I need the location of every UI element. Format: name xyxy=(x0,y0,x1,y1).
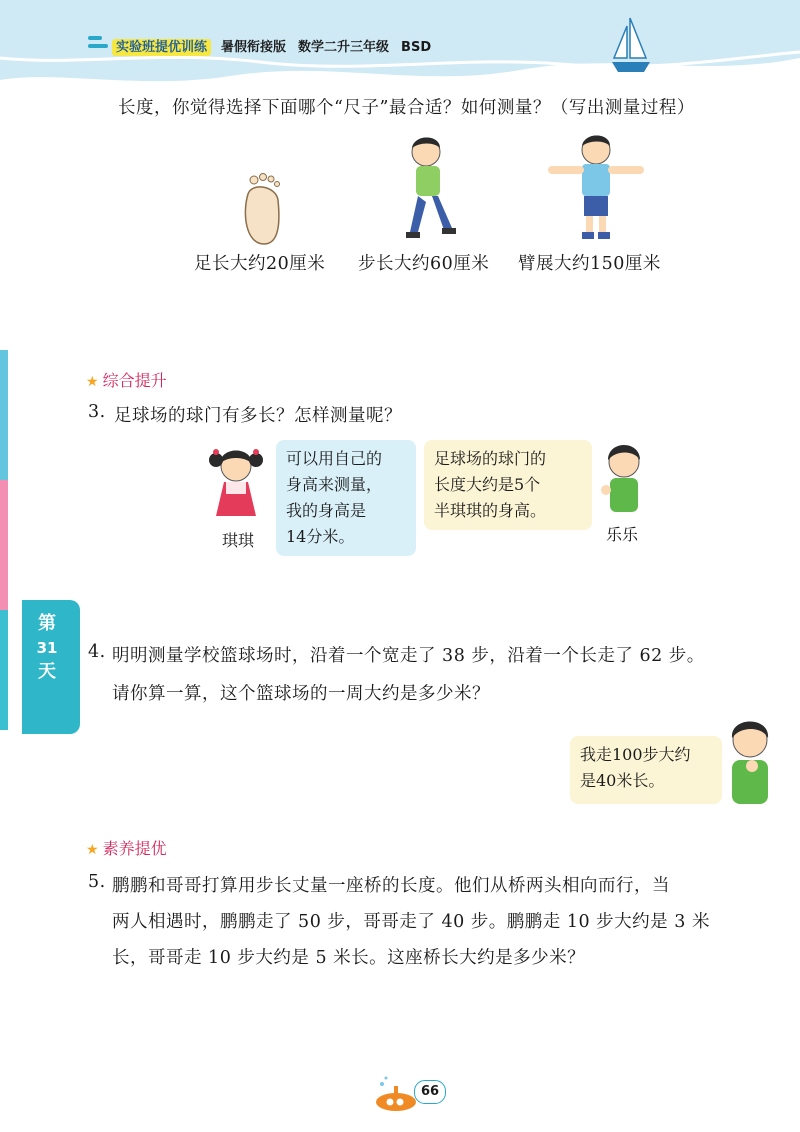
day-side-tab-label: 第 31 天 xyxy=(36,613,58,682)
page-number: 66 xyxy=(414,1080,446,1104)
section-heading-literacy: ★ 素养提优 xyxy=(86,839,167,858)
boy-name-label: 乐乐 xyxy=(606,525,639,544)
star-icon: ★ xyxy=(86,374,99,390)
option-foot-length: 足长大约20厘米 xyxy=(194,254,326,274)
speech-bubble-qiqi: 可以用自己的 身高来测量， 我的身高是 14分米。 xyxy=(276,440,416,556)
page-header xyxy=(0,0,800,92)
option-step-length: 步长大约60厘米 xyxy=(358,254,490,274)
q5-number: 5. xyxy=(88,872,106,892)
walking-boy-icon xyxy=(398,132,458,244)
header-text xyxy=(112,36,443,55)
star-icon: ★ xyxy=(86,842,99,858)
girl-qiqi-icon xyxy=(206,444,268,530)
left-edge-strip-cyan xyxy=(0,610,8,730)
header-subject: 数学二升三年级 xyxy=(298,40,390,55)
left-edge-strip-pink xyxy=(0,480,8,610)
section-heading-comprehensive: ★ 综合提升 xyxy=(86,371,167,390)
q3-number: 3. xyxy=(88,402,106,422)
footprint-icon xyxy=(238,170,288,250)
header-brand: 实验班提优训练 xyxy=(112,39,211,56)
q2-text: 长度，你觉得选择下面哪个“尺子”最合适？如何测量？（写出测量过程） xyxy=(118,98,695,118)
q5-line-1: 鹏鹏和哥哥打算用步长丈量一座桥的长度。他们从桥两头相向而行，当 xyxy=(112,876,670,896)
speech-bubble-mingming: 我走100步大约 是40米长。 xyxy=(570,736,722,804)
q4-line-2: 请你算一算，这个篮球场的一周大约是多少米？ xyxy=(112,684,490,704)
q5-line-2: 两人相遇时，鹏鹏走了 50 步，哥哥走了 40 步。鹏鹏走 10 步大约是 3 米 xyxy=(112,912,710,932)
thinking-boy-icon xyxy=(718,714,782,810)
q5-line-3: 长，哥哥走 10 步大约是 5 米长。这座桥长大约是多少米？ xyxy=(112,948,586,968)
q4-line-1: 明明测量学校篮球场时，沿着一个宽走了 38 步，沿着一个长走了 62 步。 xyxy=(112,646,705,666)
left-edge-strip-blue xyxy=(0,350,8,480)
boy-lele-icon xyxy=(596,440,652,522)
header-edition: 暑假衔接版 xyxy=(221,40,287,55)
q3-text: 足球场的球门有多长？怎样测量呢？ xyxy=(114,406,402,426)
girl-name-label: 琪琪 xyxy=(222,531,255,550)
header-publisher: BSD xyxy=(401,40,432,55)
speech-bubble-lele: 足球场的球门的 长度大约是5个 半琪琪的身高。 xyxy=(424,440,592,530)
q4-number: 4. xyxy=(88,642,106,662)
option-arm-span: 臂展大约150厘米 xyxy=(518,254,661,274)
arms-spread-boy-icon xyxy=(546,130,646,242)
